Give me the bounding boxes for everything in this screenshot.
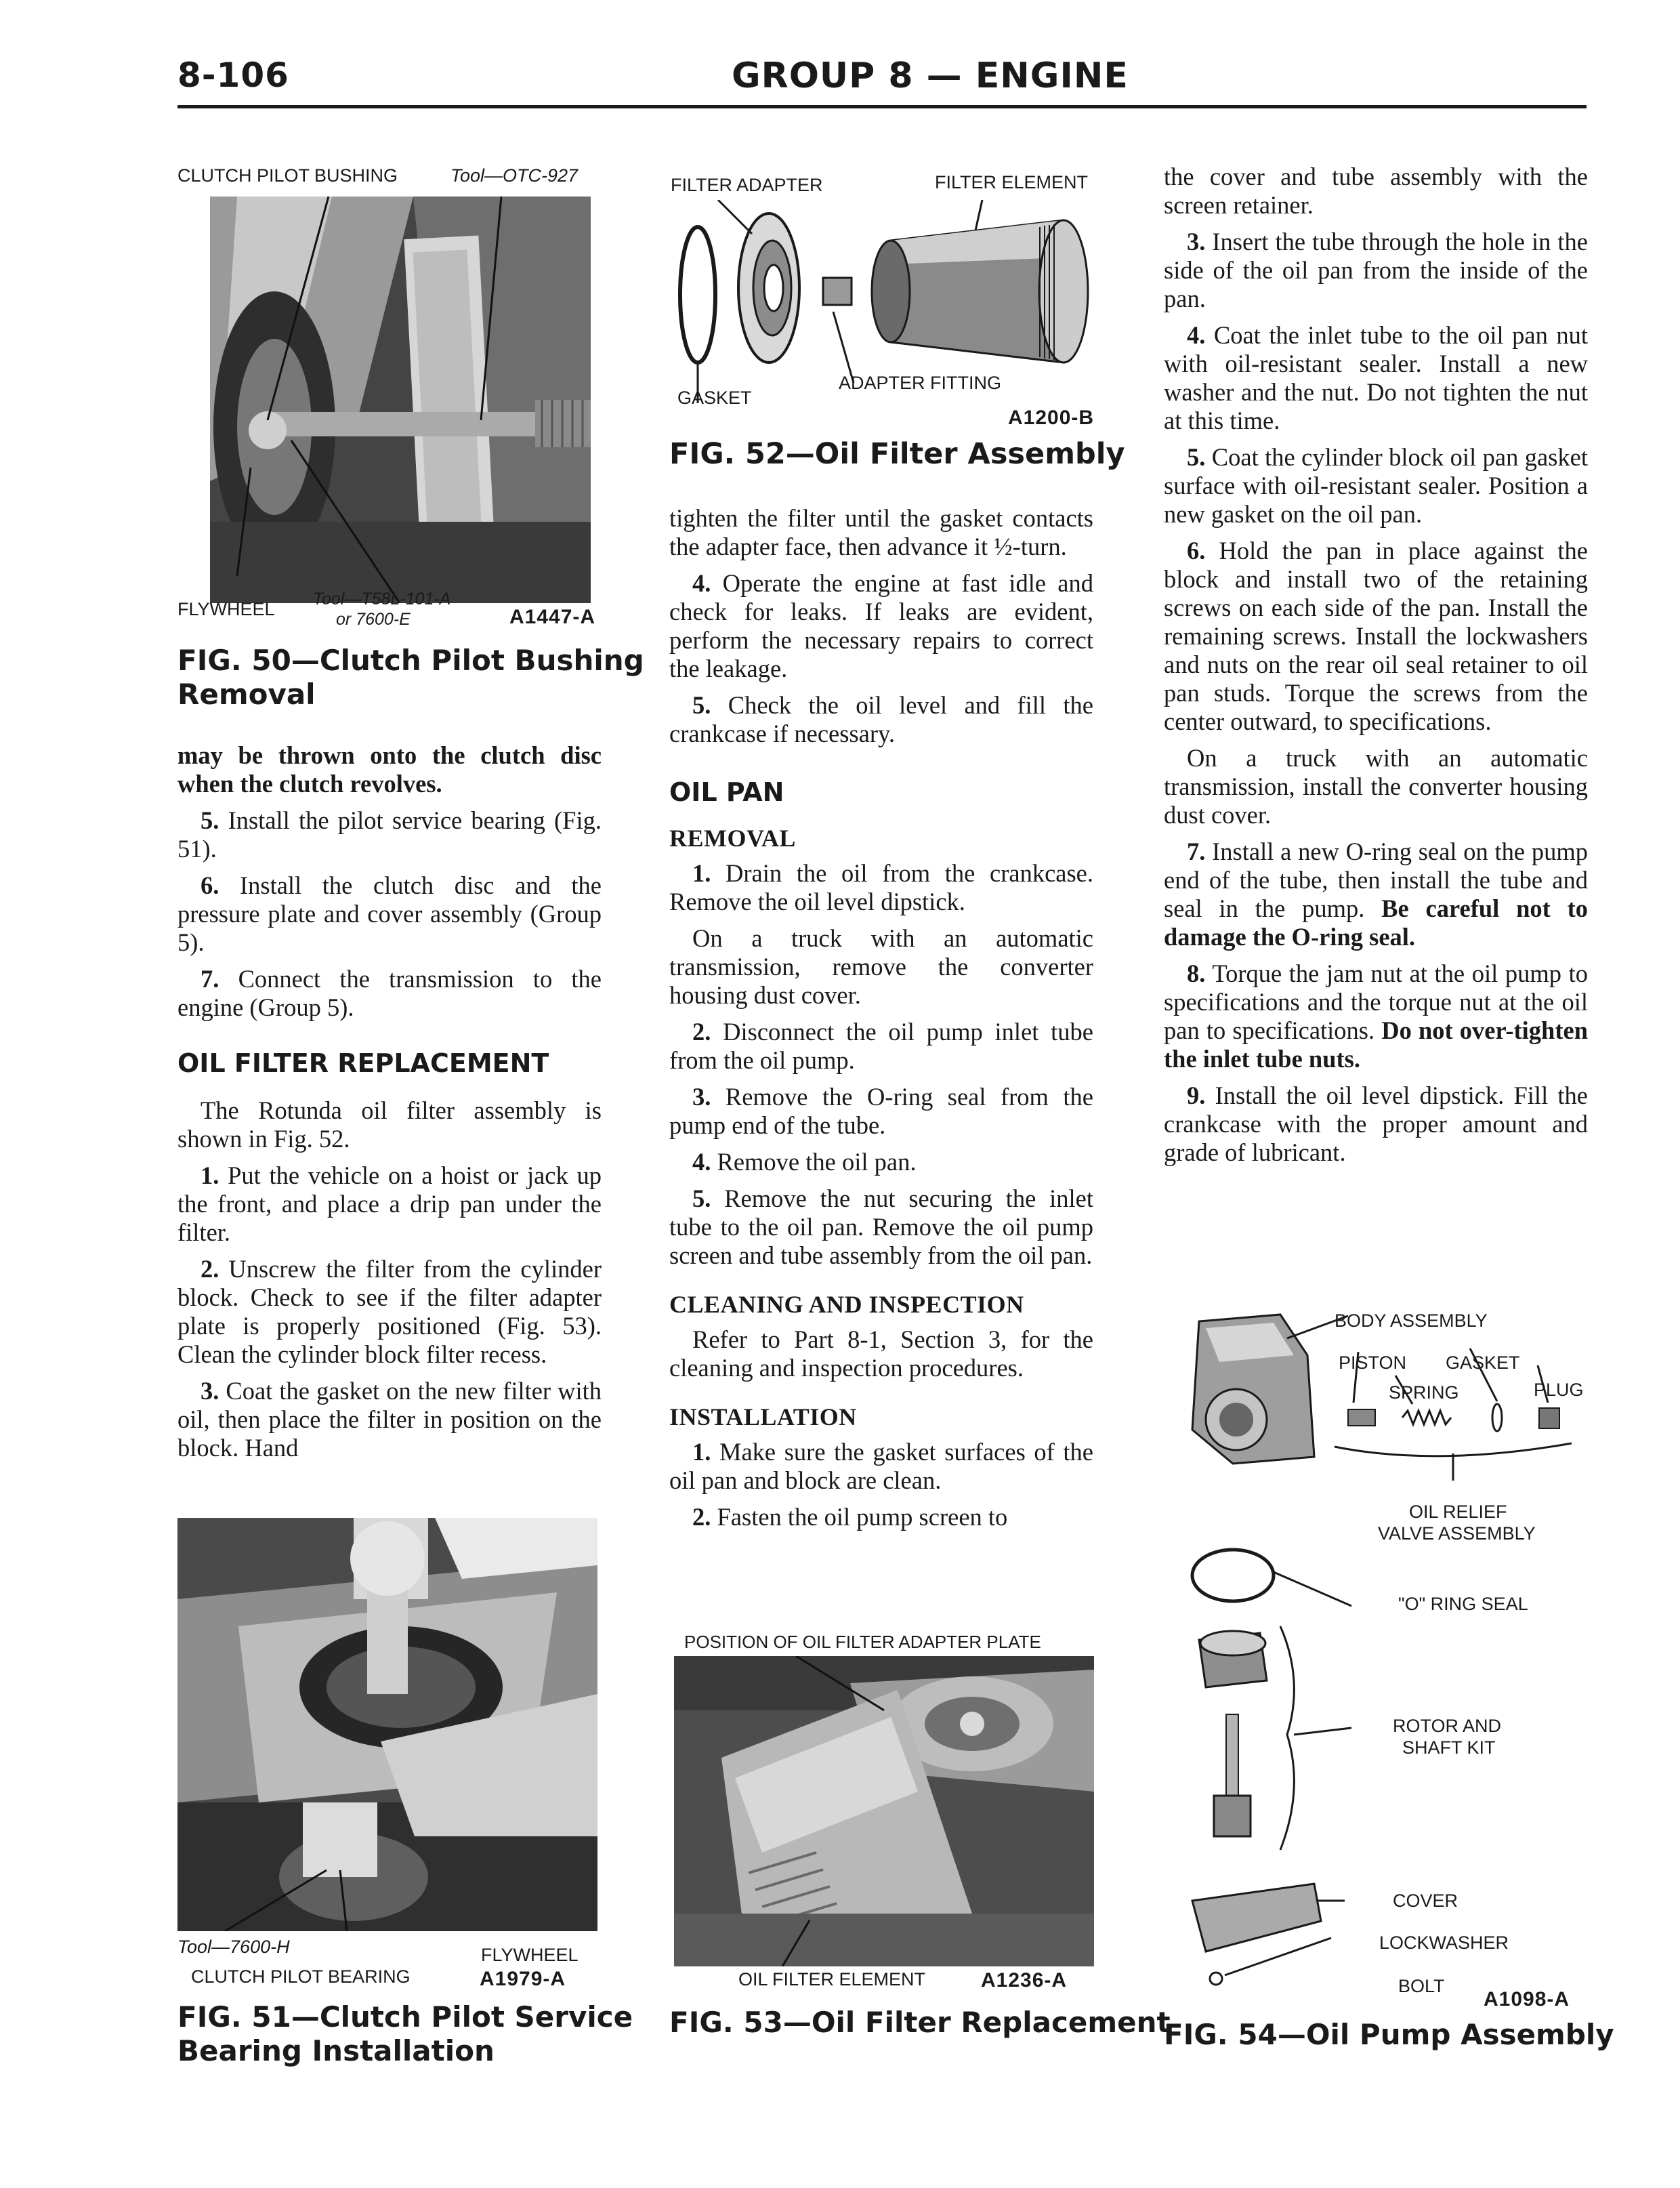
fig50-label-bushing: CLUTCH PILOT BUSHING: [177, 165, 398, 186]
col2-step: 1. Drain the oil from the crankcase. Remove the oil level dipstick.: [669, 859, 1094, 915]
fig54-label-oring: "O" RING SEAL: [1398, 1594, 1528, 1614]
col1-step: 2. Unscrew the filter from the cylinder block. Check to see if the filter adapter plate is properly positioned (Fig. 53). Clean the cylinder block filter recess.: [177, 1255, 602, 1368]
heading-removal: REMOVAL: [669, 825, 796, 852]
col2-step: 2. Fasten the oil pump screen to: [692, 1503, 1008, 1531]
fig53-label-top: POSITION OF OIL FILTER ADAPTER PLATE: [684, 1632, 1041, 1652]
page-number: 8-106: [177, 56, 289, 95]
col2-continuation: tighten the filter until the gasket contacts the adapter face, then advance it ½-turn.: [669, 504, 1093, 560]
fig54-label-relief-2: VALVE ASSEMBLY: [1378, 1523, 1536, 1544]
fig52-label-element: FILTER ELEMENT: [935, 172, 1089, 192]
fig52-label-gasket: GASKET: [677, 388, 752, 408]
col3-step: 4. Coat the inlet tube to the oil pan nut with oil-resistant sealer. Install a new washer and the nut. Do not tighten the nut at this time.: [1164, 321, 1589, 434]
fig53-code: A1236-A: [981, 1969, 1068, 1991]
fig51-code: A1979-A: [480, 1968, 566, 1990]
fig52-code: A1200-B: [1008, 407, 1095, 429]
fig54-label-spring: SPRING: [1389, 1382, 1459, 1403]
col1-step: 3. Coat the gasket on the new filter with oil, then place the filter in position on the block. Hand: [177, 1377, 602, 1462]
fig52-label-adapter: FILTER ADAPTER: [671, 175, 823, 195]
col3-note: On a truck with an automatic transmission, install the converter housing dust cover.: [1164, 744, 1588, 829]
col2-note: On a truck with an automatic transmission, remove the converter housing dust cover.: [669, 924, 1093, 1009]
fig53-label-bottom: OIL FILTER ELEMENT: [738, 1969, 926, 1989]
fig54-label-relief-1: OIL RELIEF: [1409, 1502, 1507, 1522]
col3-step: 3. Insert the tube through the hole in the side of the oil pan from the inside of the pan.: [1164, 228, 1588, 312]
fig54-drawing: [1179, 1301, 1585, 1999]
fig50-label-flywheel: FLYWHEEL: [177, 599, 275, 619]
fig50-code: A1447-A: [509, 606, 596, 628]
fig54-code: A1098-A: [1484, 1988, 1570, 2010]
col2-step: 4. Operate the engine at fast idle and check for leaks. If leaks are evident, perform the necessary repairs to correct the leakage.: [669, 569, 1093, 682]
col3-step: 8. Torque the jam nut at the oil pump to specifications and the torque nut at the oil pan to specifications. Do not over-tighten the inlet tube nuts.: [1164, 959, 1589, 1073]
col2-step: 5. Check the oil level and fill the crankcase if necessary.: [669, 691, 1094, 747]
col2-step: 5. Remove the nut securing the inlet tube to the oil pan. Remove the oil pump screen and tube assembly from the oil pan.: [669, 1184, 1094, 1269]
col2-cleaning-text: Refer to Part 8-1, Section 3, for the cleaning and inspection procedures.: [669, 1325, 1093, 1382]
header-rule: [177, 105, 1587, 108]
col3-step: 9. Install the oil level dipstick. Fill the crankcase with the proper amount and grade of lubricant.: [1164, 1081, 1588, 1166]
col3-step: 6. Hold the pan in place against the block and install two of the retaining screws on each side of the pan. Install the remaining screws. Install the lockwashers and nuts on the rear oil seal retainer to oil pan studs. Torque the screws from the center outward, to specifications.: [1164, 537, 1588, 735]
fig50-caption-line2: Removal: [177, 678, 316, 711]
col2-step: 4. Remove the oil pan.: [692, 1148, 917, 1176]
col1-step: 6. Install the clutch disc and the pressure plate and cover assembly (Group 5).: [177, 871, 602, 956]
fig54-label-plug: PLUG: [1534, 1380, 1584, 1400]
fig50-photo: [210, 197, 591, 603]
fig51-label-tool: Tool—7600-H: [177, 1937, 290, 1957]
col3-step: 5. Coat the cylinder block oil pan gasket surface with oil-resistant sealer. Position a new gasket on the oil pan.: [1164, 443, 1588, 528]
fig51-photo: [177, 1518, 597, 1931]
group-title: GROUP 8 — ENGINE: [732, 56, 1129, 96]
fig50-label-tool-bottom-2: or 7600-E: [336, 610, 411, 629]
column-2-text: [669, 504, 1093, 1540]
heading-installation: INSTALLATION: [669, 1403, 857, 1430]
fig54-label-bolt: BOLT: [1398, 1976, 1445, 1996]
heading-oil-filter-replacement: OIL FILTER REPLACEMENT: [177, 1048, 549, 1078]
col1-step: 1. Put the vehicle on a hoist or jack up the front, and place a drip pan under the filter.: [177, 1161, 602, 1246]
col2-step: 2. Disconnect the oil pump inlet tube from the oil pump.: [669, 1018, 1093, 1074]
fig54-label-rotor-2: SHAFT KIT: [1402, 1737, 1496, 1758]
fig54-label-rotor-1: ROTOR AND: [1393, 1716, 1502, 1736]
fig53-photo: [674, 1656, 1094, 1966]
fig50-label-tool-bottom-1: Tool—T58L-101-A: [313, 590, 451, 608]
fig51-label-flywheel: FLYWHEEL: [481, 1945, 579, 1965]
fig54-label-gasket: GASKET: [1446, 1353, 1520, 1373]
fig54-caption: FIG. 54—Oil Pump Assembly: [1164, 2018, 1614, 2051]
col3-continuation: the cover and tube assembly with the screen retainer.: [1164, 163, 1588, 219]
column-3-text: [1164, 163, 1588, 1175]
column-1-text: [177, 741, 602, 1470]
fig50-caption-line1: FIG. 50—Clutch Pilot Bushing: [177, 644, 644, 677]
fig52-caption: FIG. 52—Oil Filter Assembly: [669, 437, 1125, 471]
col3-step: 7. Install a new O-ring seal on the pump end of the tube, then install the tube and seal in the pump. Be careful not to damage the O-ring seal.: [1164, 838, 1589, 951]
col1-step: 5. Install the pilot service bearing (Fig. 51).: [177, 806, 602, 863]
heading-cleaning-inspection: CLEANING AND INSPECTION: [669, 1291, 1024, 1318]
col1-warning: may be thrown onto the clutch disc when the clutch revolves.: [177, 741, 602, 798]
heading-oil-pan: OIL PAN: [669, 777, 784, 807]
col1-step: 7. Connect the transmission to the engine (Group 5).: [177, 965, 602, 1021]
fig54-label-body: BODY ASSEMBLY: [1335, 1310, 1488, 1331]
fig54-label-cover: COVER: [1393, 1891, 1458, 1911]
fig54-label-lockwasher: LOCKWASHER: [1379, 1933, 1509, 1953]
fig51-label-bearing: CLUTCH PILOT BEARING: [191, 1966, 411, 1987]
col1-intro: The Rotunda oil filter assembly is shown in Fig. 52.: [177, 1096, 602, 1153]
fig54-label-piston: PISTON: [1339, 1353, 1407, 1373]
fig51-caption-line2: Bearing Installation: [177, 2034, 495, 2067]
col2-step: 1. Make sure the gasket surfaces of the oil pan and block are clean.: [669, 1438, 1094, 1494]
fig52-label-fitting: ADAPTER FITTING: [839, 373, 1002, 393]
fig53-caption: FIG. 53—Oil Filter Replacement: [669, 2006, 1171, 2039]
fig51-caption-line1: FIG. 51—Clutch Pilot Service: [177, 2000, 633, 2034]
col2-step: 3. Remove the O-ring seal from the pump end of the tube.: [669, 1083, 1094, 1139]
fig50-label-tool-top: Tool—OTC-927: [450, 165, 579, 186]
